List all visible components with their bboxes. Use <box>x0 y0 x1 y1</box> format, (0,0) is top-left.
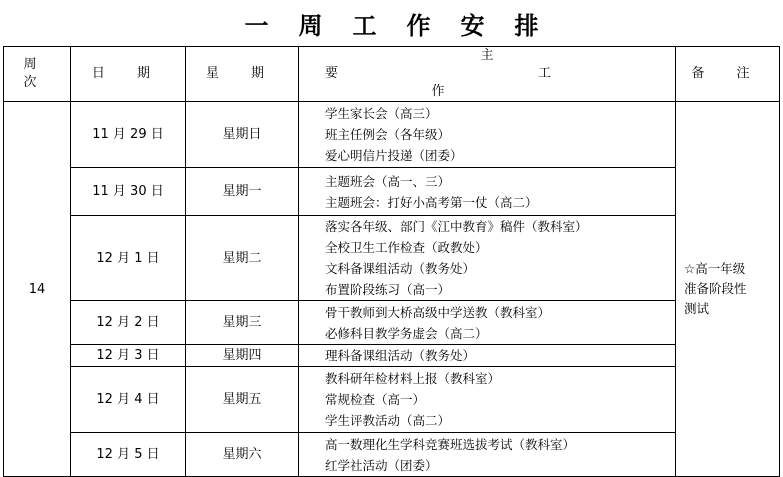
date-cell: 12 月 2 日 <box>71 301 186 345</box>
weekday-cell: 星期五 <box>186 367 299 433</box>
work-item: 主题班会（高一、三） <box>325 173 451 189</box>
work-cell <box>299 433 676 477</box>
work-item: 红学社活动（团委） <box>325 457 438 473</box>
date-cell: 11 月 29 日 <box>71 102 186 168</box>
work-item: 落实各年级、部门《江中教育》稿件（教科室） <box>325 219 588 234</box>
weekday-cell: 星期二 <box>186 216 299 301</box>
work-item: 骨干教师到大桥高级中学送教（教科室） <box>325 304 551 320</box>
note-line: 测试 <box>684 301 710 316</box>
date-cell: 12 月 3 日 <box>71 345 186 367</box>
schedule-table <box>3 46 780 477</box>
work-item: 高一数理化生学科竞赛班选拔考试（教科室） <box>325 436 576 452</box>
weekday-cell: 星期六 <box>186 433 299 477</box>
work-cell <box>299 102 676 168</box>
work-item: 理科备课组活动（教务处） <box>325 348 476 363</box>
header-row <box>4 47 780 102</box>
note-line: ☆高一年级 <box>684 261 746 276</box>
work-item: 布置阶段练习（高一） <box>325 282 451 297</box>
work-item: 爱心明信片投递（团委） <box>325 148 463 163</box>
work-cell <box>299 301 676 345</box>
work-cell <box>299 168 676 216</box>
weekday-cell: 星期四 <box>186 345 299 367</box>
week-number: 14 <box>4 102 71 477</box>
work-item: 学生家长会（高三） <box>325 106 438 121</box>
table-row <box>4 367 780 433</box>
header-note: 备 注 <box>676 47 780 102</box>
table-row <box>4 102 780 168</box>
table-row <box>4 216 780 301</box>
weekday-cell: 星期一 <box>186 168 299 216</box>
page-title: 一周工作安排 <box>244 12 569 40</box>
table-row <box>4 168 780 216</box>
header-work: 主 要 工 作 <box>299 47 676 102</box>
table-row <box>4 345 780 367</box>
work-cell <box>299 216 676 301</box>
note-cell <box>676 102 780 477</box>
date-cell: 12 月 4 日 <box>71 367 186 433</box>
header-week: 周 次 <box>4 47 71 102</box>
work-cell <box>299 367 676 433</box>
weekday-cell: 星期三 <box>186 301 299 345</box>
work-item: 学生评教活动（高二） <box>325 413 451 428</box>
work-item: 教科研年检材料上报（教科室） <box>325 371 501 386</box>
work-cell <box>299 345 676 367</box>
work-item: 主题班会：打好小高考第一仗（高二） <box>325 194 538 210</box>
table-row <box>4 433 780 477</box>
weekday-cell: 星期日 <box>186 102 299 168</box>
work-item: 全校卫生工作检查（政教处） <box>325 240 488 255</box>
work-item: 班主任例会（各年级） <box>325 127 451 142</box>
work-item: 文科备课组活动（教务处） <box>325 261 476 276</box>
work-item: 必修科目教学务虚会（高二） <box>325 325 488 341</box>
header-date: 日 期 <box>71 47 186 102</box>
date-cell: 12 月 1 日 <box>71 216 186 301</box>
table-row <box>4 301 780 345</box>
header-weekday: 星 期 <box>186 47 299 102</box>
date-cell: 12 月 5 日 <box>71 433 186 477</box>
note-line: 准备阶段性 <box>684 281 747 296</box>
date-cell: 11 月 30 日 <box>71 168 186 216</box>
work-item: 常规检查（高一） <box>325 392 426 407</box>
